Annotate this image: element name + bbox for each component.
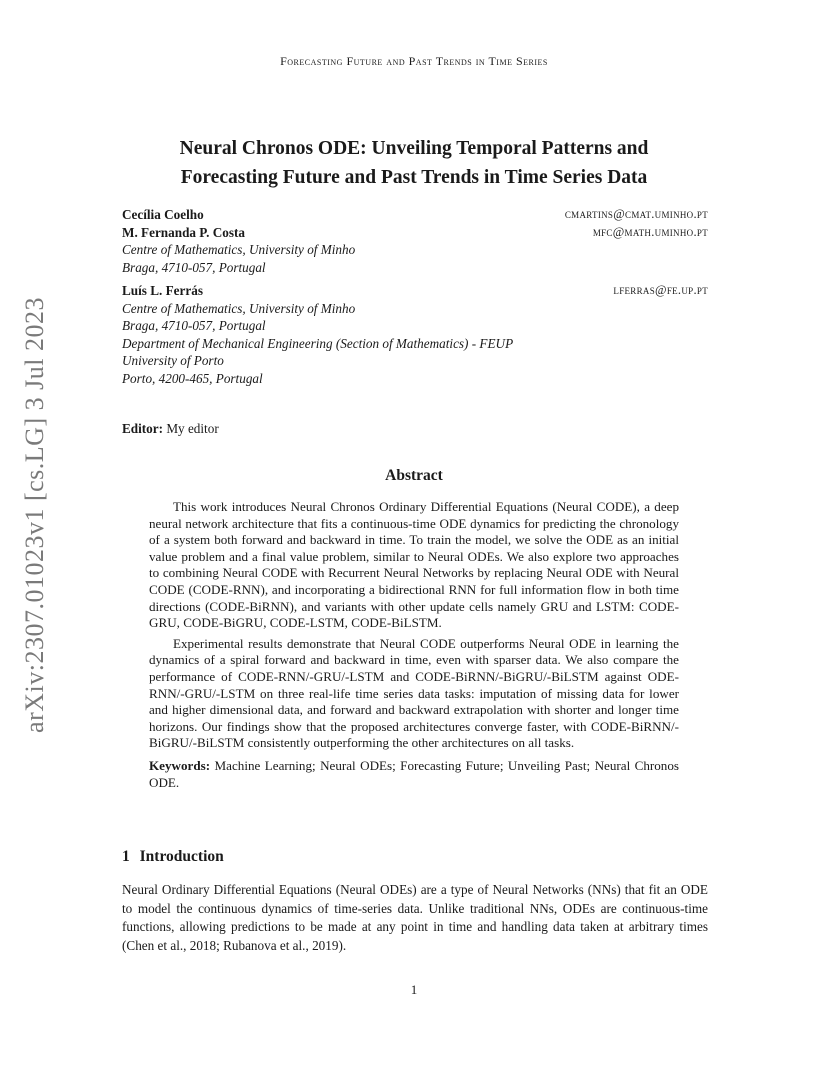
author-name: Luís L. Ferrás: [122, 283, 203, 298]
section-title: Introduction: [139, 848, 224, 865]
abstract-paragraph: Experimental results demonstrate that Neural CODE outperforms Neural ODE in learning the dynamics of a spiral forward and backward in time, even with sparser data. We also compare the performance of CODE-RNN/-GRU/-LSTM and CODE-BiRNN/-BiGRU/-BiLSTM against ODE-RNN/-GRU/-LSTM on three real-life time series data tasks: imputation of missing data for lower and higher dimensional data, and forward and backward extrapolation with shorter and longer time horizons. Our findings show that the proposed architectures converge faster, with CODE-BiRNN/-BiGRU/-BiLSTM consistently outperforming the other architectures on all tasks.: [149, 635, 679, 751]
editor-line: [122, 421, 219, 437]
abstract-paragraph: This work introduces Neural Chronos Ordinary Differential Equations (Neural CODE), a deep neural network architecture that fits a continuous-time ODE dynamics for predicting the chronology of a system both forward and backward in time. To train the model, we solve the ODE as an initial value problem and a final value problem, similar to Neural ODEs. We also explore two approaches to combining Neural CODE with Recurrent Neural Networks by replacing Neural ODE with Neural CODE (CODE-RNN), and incorporating a bidirectional RNN for full information flow in both time directions (CODE-BiRNN), and variants with other update cells namely GRU and LSTM: CODE-GRU, CODE-BiGRU, CODE-LSTM, CODE-BiLSTM.: [149, 499, 679, 631]
affiliation-line: Porto, 4200-465, Portugal: [122, 370, 263, 386]
keywords-value: Machine Learning; Neural ODEs; Forecasting Future; Unveiling Past; Neural Chronos ODE.: [149, 757, 679, 790]
title-line-1: Neural Chronos ODE: Unveiling Temporal Patterns and: [179, 138, 649, 159]
affiliation-line: Braga, 4710-057, Portugal: [122, 318, 266, 333]
author-group-1: [122, 206, 708, 276]
author-email: cmartins@cmat.uminho.pt: [564, 207, 708, 221]
arxiv-id: arXiv:2307.01023v1 [cs.LG] 3 Jul 2023: [20, 297, 49, 733]
author-group-2: [122, 282, 708, 387]
intro-paragraph: Neural Ordinary Differential Equations (Neural ODEs) are a type of Neural Networks (NNs) that fit an ODE to model the continuous dynamics of time-series data. Unlike traditional NNs, ODEs are continuous-time functions, allowing predictions to be made at any point in time and handling data taken at arbitrary times (Chen et al., 2018; Rubanova et al., 2019).: [122, 882, 708, 953]
section-number: 1: [122, 848, 130, 865]
abstract-body: [149, 499, 679, 791]
author-row: [122, 282, 708, 300]
editor-label: Editor:: [122, 421, 164, 436]
editor-value: My editor: [166, 421, 219, 436]
affiliation-line: Centre of Mathematics, University of Minho: [122, 242, 356, 257]
author-row: [122, 206, 708, 224]
author-name: Cecília Coelho: [122, 207, 204, 222]
keywords: [149, 758, 679, 791]
author-name: M. Fernanda P. Costa: [122, 224, 245, 240]
title-line-2: Forecasting Future and Past Trends in Time Series Data: [180, 167, 648, 188]
page-number: 1: [410, 982, 418, 997]
affiliation-line: Department of Mechanical Engineering (Section of Mathematics) - FEUP: [122, 335, 514, 351]
author-email: lferras@fe.up.pt: [613, 283, 708, 297]
keywords-label: Keywords:: [149, 757, 211, 773]
author-row: [122, 224, 708, 242]
abstract-heading: Abstract: [385, 467, 443, 484]
paper-title: [121, 134, 707, 192]
section-heading: [122, 848, 224, 866]
author-email: mfc@math.uminho.pt: [592, 224, 708, 239]
running-head: Forecasting Future and Past Trends in Time Series: [280, 54, 548, 68]
affiliation-line: Centre of Mathematics, University of Minho: [122, 300, 356, 316]
affiliation-line: University of Porto: [122, 353, 224, 368]
arxiv-stamp: [6, 297, 64, 733]
affiliation-line: Braga, 4710-057, Portugal: [122, 259, 266, 275]
